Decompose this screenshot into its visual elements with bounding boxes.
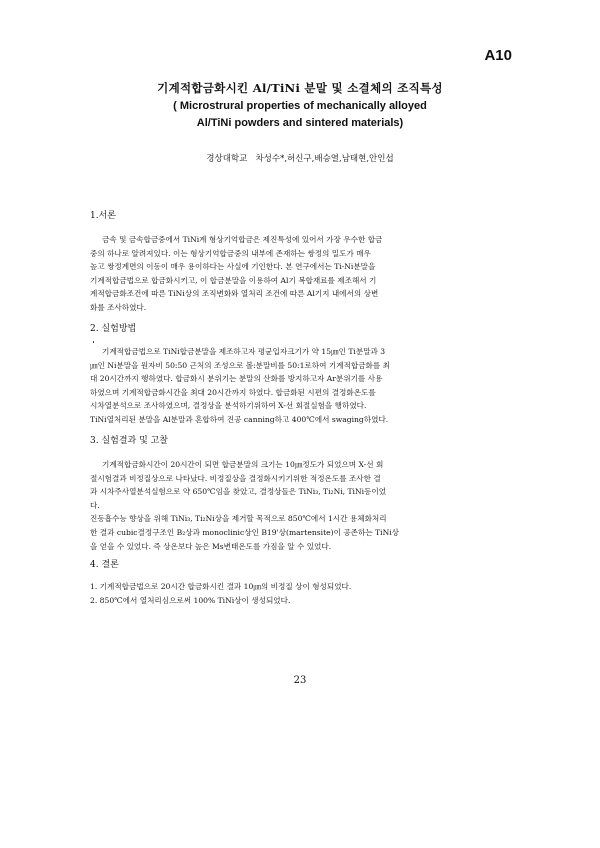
body-line: 다. [90,500,100,510]
title-korean: 기계적합금화시킨 Al/TiNi 분말 및 소결체의 조직특성 [157,81,443,95]
body-line: TiNi열처리된 분말을 Al분말과 혼합하여 진공 canning하고 400℃에서 swaging하였다. [90,414,389,424]
body-line: 중의 하나로 알려져있다. 이는 형상기억합금중의 내부에 존재하는 쌍정의 밀도가 매우 [90,248,371,258]
body-line: 한 결과 cubic결정구조인 B₂상과 monoclinic상인 B19'상(martensite)이 공존하는 TiNi상 [90,527,399,537]
body-line: 금속 및 금속합금중에서 TiNi계 형상기억합금은 제진특성에 있어서 가장 우수한 합금 [102,235,383,244]
section-body-conclusion [90,580,505,607]
section-body-results [90,458,505,553]
body-line: 1. 기계적합금법으로 20시간 합금화시킨 결과 10㎛의 비정질 상이 형성되었다. [90,582,352,591]
body-line: 대 20시간까지 행하였다. 합금화시 분위기는 분말의 산화를 방지하고자 Ar분위기를 사용 [90,374,383,384]
stray-mark [93,341,94,343]
section-body-method [90,345,505,427]
body-line: 계적합금화조건에 따른 TiNi상의 조직변화와 열처리 조건에 따른 Al기지 내에서의 상변 [90,289,379,299]
section-heading-results: 3. 실험결과 및 고찰 [90,436,169,446]
body-line: 진동흡수능 향상을 위해 TiNi₃, Ti₂Ni상을 제거할 목적으로 850℃에서 1시간 용체화처리 [90,514,387,524]
title-english-line-2: Al/TiNi powders and sintered materials) [196,117,404,129]
body-line: 을 얻을 수 있었다. 즉 상온보다 높은 Ms변태온도를 가짐을 알 수 있었다. [90,541,332,551]
title-block [80,80,520,132]
body-line: 2. 850℃에서 열처리심으로써 100% TiNi상이 생성되었다. [90,595,291,605]
section-body-intro [90,233,505,315]
title-english-line-1: ( Microstrural properties of mechanically alloyed [173,100,427,112]
body-line: ㎛인 Ni분말을 원자비 50:50 근처의 조성으로 볼:분말비를 50:1로하여 기계적합금화를 최 [90,360,390,370]
body-line: 기계적합금법으로 TiNi합금분말을 제조하고자 평균입자크기가 약 15㎛인 Ti분말과 3 [102,347,386,356]
section-heading-method: 2. 실험방법 [90,324,137,334]
section-heading-intro: 1.서론 [90,211,116,221]
page-number: 23 [293,675,307,686]
body-line: 절시험결과 비정질상으로 나타났다. 비정질상을 결정화시키기위한 적정온도를 조사한 결 [90,473,381,483]
body-line: 화를 조사하였다. [90,302,147,312]
body-line: 기계적합금법으로 합금화시키고, 이 합금분말을 이용하여 Al기 복합재료를 제조해서 기 [90,275,377,285]
body-line: 높고 쌍정계면의 이동이 매우 용이하다는 사실에 기인한다. 본 연구에서는 Ti-Ni분말을 [90,262,376,272]
body-line: 시차열분석으로 조사하였으며, 결정상을 분석하기위하여 X-선 회절실험을 행하였다. [90,401,367,411]
body-line: 하였으며 기계적합금화시간을 최대 20시간까지 하였다. 합금화된 시편의 결정화온도를 [90,387,376,397]
authors: 경상대학교 차성수*,허신구,배승열,남태현,안인섭 [206,154,394,164]
body-line: 과 시차주사열분석실험으로 약 650℃임을 찾았고, 결정상들은 TiNi₃, Ti₂Ni, TiNi등이었 [90,487,387,497]
abstract-code: A10 [484,47,512,64]
body-line: 기계적합금화시간이 20시간이 되면 합금분말의 크기는 10㎛정도가 되었으며 X-선 회 [102,460,384,469]
section-heading-conclusion: 4. 결론 [90,560,119,570]
